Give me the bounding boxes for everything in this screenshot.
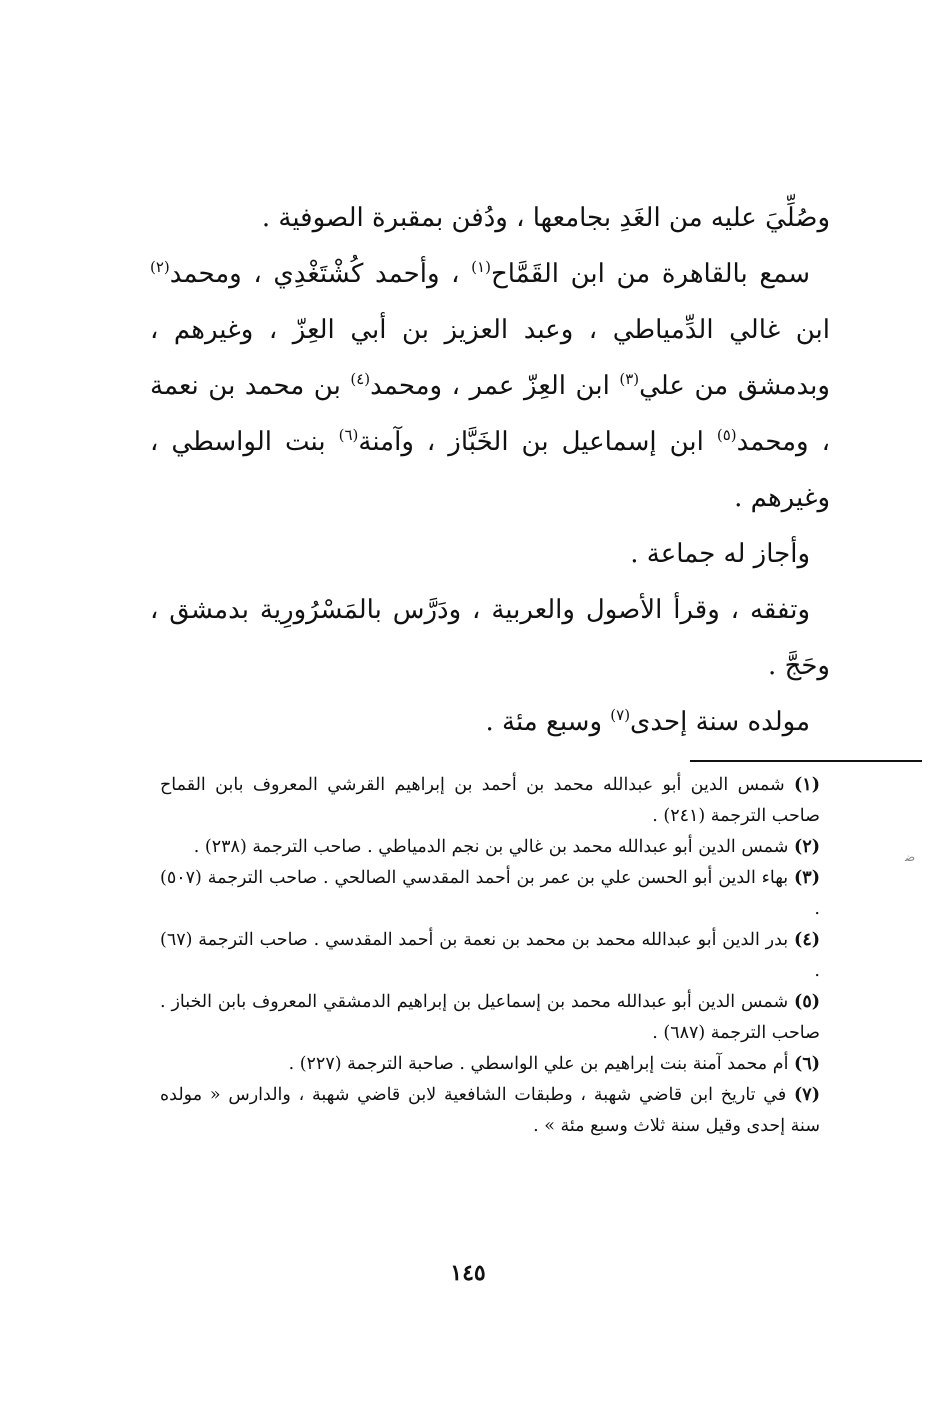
paragraph-4: وتفقه ، وقرأ الأصول والعربية ، ودَرَّس بالمَسْرُورِية بدمشق ، وحَجَّ . — [150, 595, 830, 681]
footnote-ref-2[interactable]: (٢) — [150, 258, 170, 276]
footnote-number: (١) — [794, 775, 820, 795]
p2-part-g: بنت الواسطي ، وغيرهم . — [150, 427, 830, 513]
footnote-ref-1[interactable]: (١) — [471, 258, 491, 276]
paragraph-3: وأجاز له جماعة . — [630, 539, 810, 569]
main-text — [150, 190, 830, 750]
footnote-text: في تاريخ ابن قاضي شهبة ، وطبقات الشافعية لابن قاضي شهبة ، والدارس « مولده سنة إحدى وقيل سنة ثلاث وسبع مئة » . — [160, 1085, 820, 1136]
footnote-number: (٥) — [794, 992, 820, 1012]
page-number: ١٤٥ — [450, 1260, 486, 1286]
margin-mark: ﺿ — [905, 850, 916, 864]
p5-part-b: وسبع مئة . — [485, 707, 611, 737]
footnote-ref-3[interactable]: (٣) — [619, 370, 640, 388]
footnote-text: شمس الدين أبو عبدالله محمد بن أحمد بن إبراهيم القرشي المعروف بابن القماح صاحب الترجمة (٢٤١) . — [160, 775, 820, 826]
p5-part-a: مولده سنة إحدى — [630, 707, 810, 737]
footnote-ref-6[interactable]: (٦) — [338, 426, 359, 444]
footnote-ref-7[interactable]: (٧) — [610, 706, 631, 724]
p2-part-b: ، وأحمد كُشْتَغْدِي ، ومحمد — [169, 259, 472, 289]
p2-part-c: ابن غالي الدِّمياطي ، وعبد العزيز بن أبي العِزّ ، وغيرهم ، وبدمشق من علي — [150, 315, 831, 401]
footnotes — [160, 770, 820, 1142]
footnote-number: (٢) — [794, 837, 820, 857]
p2-part-f: ابن إسماعيل بن الخَبَّاز ، وآمنة — [358, 427, 717, 457]
footnote-number: (٤) — [794, 930, 820, 950]
footnote-6 — [160, 1049, 820, 1080]
footnote-number: (٣) — [794, 868, 820, 888]
paragraph-2 — [150, 246, 830, 526]
footnote-5 — [160, 987, 820, 1049]
footnote-3 — [160, 863, 820, 925]
footnote-text: بهاء الدين أبو الحسن علي بن عمر بن أحمد المقدسي الصالحي . صاحب الترجمة (٥٠٧) . — [160, 868, 820, 919]
p2-part-e: بن محمد بن نعمة ، ومحمد — [150, 371, 830, 457]
footnote-text: بدر الدين أبو عبدالله محمد بن محمد بن نعمة بن أحمد المقدسي . صاحب الترجمة (٦٧) . — [160, 930, 820, 981]
footnote-4 — [160, 925, 820, 987]
p2-part-a: سمع بالقاهرة من ابن القَمَّاح — [490, 259, 810, 289]
footnote-text: أم محمد آمنة بنت إبراهيم بن علي الواسطي . صاحبة الترجمة (٢٢٧) . — [288, 1054, 789, 1074]
footnote-number: (٧) — [794, 1085, 820, 1105]
paragraph-1: وصُلِّيَ عليه من الغَدِ بجامعها ، ودُفن بمقبرة الصوفية . — [261, 203, 830, 233]
footnote-text: شمس الدين أبو عبدالله محمد بن إسماعيل بن إبراهيم الدمشقي المعروف بابن الخباز . صاحب الترجمة (٦٨٧) . — [160, 992, 820, 1043]
footnote-separator — [690, 760, 922, 762]
paragraph-5 — [150, 694, 830, 750]
footnote-ref-5[interactable]: (٥) — [716, 426, 737, 444]
footnote-text: شمس الدين أبو عبدالله محمد بن غالي بن نجم الدمياطي . صاحب الترجمة (٢٣٨) . — [193, 837, 789, 857]
footnote-1 — [160, 770, 820, 832]
p2-part-d: ابن العِزّ عمر ، ومحمد — [370, 371, 620, 401]
footnote-ref-4[interactable]: (٤) — [350, 370, 371, 388]
footnote-number: (٦) — [794, 1054, 820, 1074]
footnote-2 — [160, 832, 820, 863]
footnote-7 — [160, 1080, 820, 1142]
